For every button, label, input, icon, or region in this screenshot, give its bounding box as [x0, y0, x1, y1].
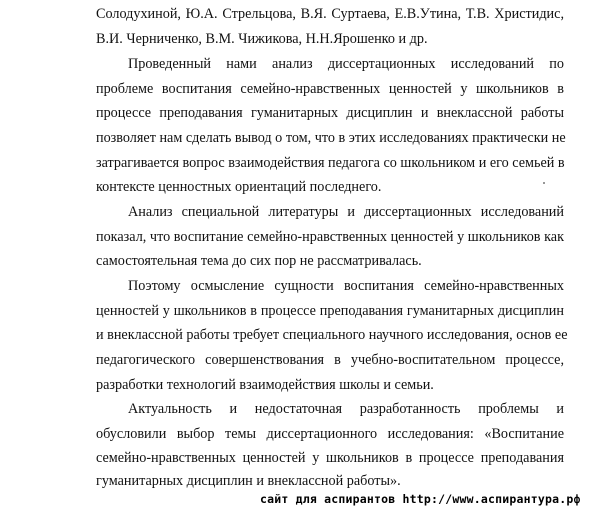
- text-line-13: ценностей у школьников в процессе преподавания гуманитарных дисциплин: [96, 303, 564, 319]
- text-line-2: В.И. Черниченко, В.М. Чижикова, Н.Н.Ярошенко и др.: [96, 31, 428, 47]
- text-line-12: Поэтому осмысление сущности воспитания семейно-нравственных: [128, 278, 564, 294]
- text-line-19: семейно-нравственных ценностей у школьников в процессе преподавания: [96, 450, 564, 466]
- text-line-18: обусловили выбор темы диссертационного исследования: «Воспитание: [96, 426, 564, 442]
- site-footer-watermark: сайт для аспирантов http://www.аспирантура.рф: [260, 492, 581, 506]
- text-line-3: Проведенный нами анализ диссертационных исследований по: [128, 56, 564, 72]
- text-line-6: позволяет нам сделать вывод о том, что в этих исследованиях практически не: [96, 130, 566, 146]
- text-line-17: Актуальность и недостаточная разработанность проблемы и: [128, 401, 564, 417]
- text-line-9: Анализ специальной литературы и диссертационных исследований: [128, 204, 564, 220]
- text-line-8: контексте ценностных ориентаций последнего.: [96, 179, 382, 195]
- text-line-15: педагогического совершенствования в учебно-воспитательном процессе,: [96, 352, 564, 368]
- text-line-10: показал, что воспитание семейно-нравственных ценностей у школьников как: [96, 229, 564, 245]
- text-line-20: гуманитарных дисциплин и внеклассной работы».: [96, 473, 401, 489]
- text-line-7: затрагивается вопрос взаимодействия педагога со школьником и его семьей в: [96, 155, 565, 171]
- scan-speck: [543, 182, 545, 184]
- text-line-5: процессе преподавания гуманитарных дисциплин и внеклассной работы: [96, 105, 564, 121]
- text-line-4: проблеме воспитания семейно-нравственных ценностей у школьников в: [96, 81, 564, 97]
- text-line-1: Солодухиной, Ю.А. Стрельцова, В.Я. Суртаева, Е.В.Утина, Т.В. Христидис,: [96, 6, 564, 22]
- text-line-16: разработки технологий взаимодействия школы и семьи.: [96, 377, 434, 393]
- text-line-14: и внеклассной работы требует специального научного исследования, основ ее: [96, 327, 568, 343]
- text-line-11: самостоятельная тема до сих пор не рассматривалась.: [96, 253, 422, 269]
